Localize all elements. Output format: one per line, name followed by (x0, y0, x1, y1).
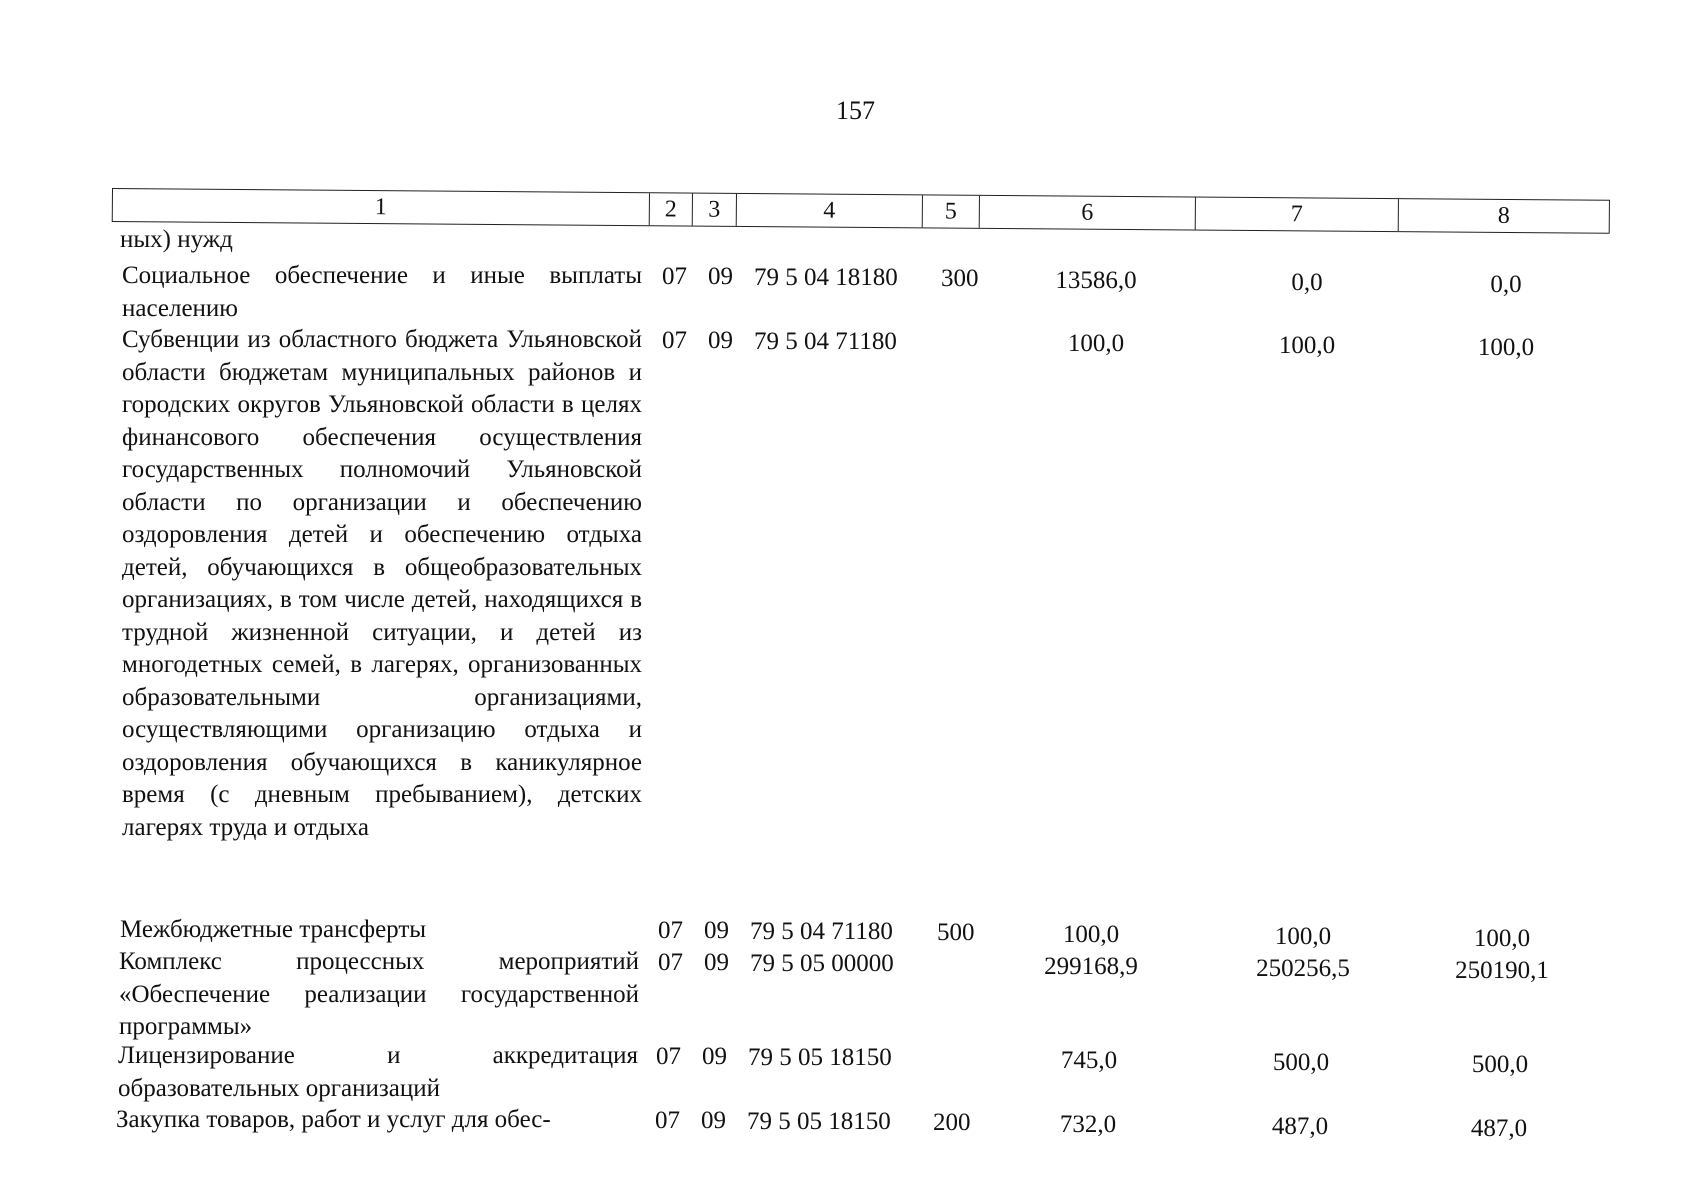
header-col-8: 8 (1497, 202, 1510, 229)
row-amount-col7: 250256,5 (1256, 955, 1350, 982)
row-subsection: 09 (702, 1043, 727, 1070)
row-target-article: 79 5 05 18150 (748, 1044, 892, 1071)
row-section: 07 (662, 263, 687, 290)
row-description: Комплекс процессных мероприятий «Обеспечение реализации государственной программы» (119, 948, 639, 1040)
row-target-article: 79 5 04 71180 (750, 918, 893, 945)
row-subsection: 09 (708, 263, 733, 290)
row-section: 07 (658, 949, 683, 976)
row-amount-col7: 100,0 (1274, 923, 1332, 950)
row-section: 07 (655, 1107, 680, 1134)
row-subsection: 09 (708, 327, 733, 354)
row-subsection: 09 (701, 1107, 726, 1134)
row-section: 07 (656, 1043, 681, 1070)
row-expense-type: 300 (941, 265, 979, 292)
row-amount-col7: 500,0 (1272, 1049, 1330, 1076)
row-target-article: 79 5 04 18180 (754, 264, 898, 291)
row-amount-col7: 487,0 (1271, 1113, 1329, 1140)
row-amount-col8: 250190,1 (1455, 957, 1549, 984)
row-section: 07 (662, 327, 687, 354)
row-target-article: 79 5 04 71180 (754, 328, 897, 355)
row-description: Закупка товаров, работ и услуг для обес- (116, 1106, 551, 1133)
row-amount-col8: 500,0 (1471, 1051, 1529, 1078)
row-subsection: 09 (704, 917, 729, 944)
row-amount-col6: 732,0 (1059, 1111, 1117, 1138)
row-subsection: 09 (704, 949, 729, 976)
row-description: Межбюджетные трансферты (120, 916, 427, 943)
row-amount-col8: 487,0 (1470, 1115, 1528, 1142)
row-target-article: 79 5 05 18150 (747, 1108, 891, 1135)
row-amount-col8: 100,0 (1473, 925, 1531, 952)
header-col-2: 2 (650, 193, 693, 225)
row-description: ных) нужд (120, 226, 233, 253)
row-amount-col8: 100,0 (1477, 334, 1535, 361)
header-col-1: 1 (113, 189, 650, 225)
row-amount-col8: 0,0 (1490, 271, 1522, 298)
header-col-3: 3 (693, 194, 737, 226)
row-expense-type: 200 (933, 1109, 971, 1136)
row-amount-col7: 0,0 (1291, 269, 1323, 296)
row-target-article: 79 5 05 00000 (750, 950, 894, 977)
header-col-5: 5 (923, 195, 980, 227)
row-amount-col6: 100,0 (1067, 330, 1125, 357)
row-description: Социальное обеспечение и иные выплаты населению (122, 262, 642, 322)
row-amount-col6: 745,0 (1060, 1047, 1118, 1074)
header-col-6: 6 (980, 196, 1196, 230)
row-amount-col6: 100,0 (1062, 921, 1120, 948)
row-description: Субвенции из областного бюджета Ульяновской области бюджетам муниципальных районов и городских округов Ульяновской области в целях финансового обеспечения осуществления государственных полномочий Ульяновской области по организации и обеспечению оздоровления детей и обеспечению отдыха детей, обучающихся в общеобразовательных организациях, в том числе детей, находящихся в трудной жизненной ситуации, и детей из многодетных семей, в лагерях, организованных образовательными организациями, осуществляющими организацию отдыха и оздоровления обучающихся в каникулярное время (с дневным пребыванием), детских лагерях труда и отдыха (122, 326, 642, 841)
row-expense-type: 500 (937, 919, 975, 946)
header-col-7: 7 (1196, 198, 1399, 232)
row-section: 07 (658, 917, 683, 944)
row-amount-col6: 299168,9 (1044, 953, 1138, 980)
row-amount-col6: 13586,0 (1055, 267, 1137, 294)
page-number: 157 (836, 96, 875, 125)
row-amount-col7: 100,0 (1278, 332, 1336, 359)
row-description: Лицензирование и аккредитация образовательных организаций (118, 1042, 638, 1102)
header-col-4: 4 (737, 194, 923, 227)
